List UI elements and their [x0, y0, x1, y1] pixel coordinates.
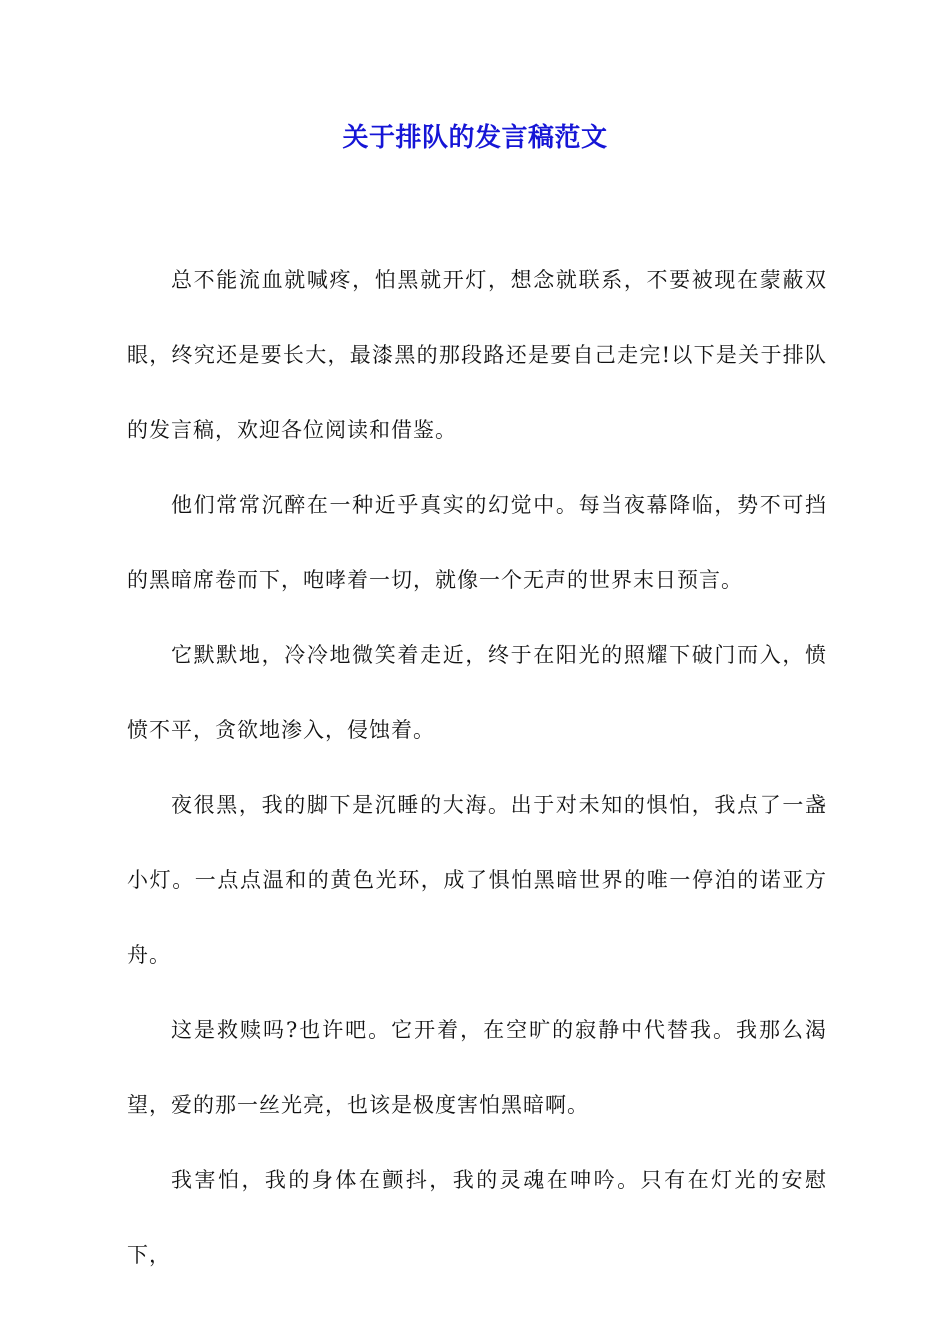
document-title: 关于排队的发言稿范文 — [342, 123, 608, 153]
paragraph-2: 他们常常沉醉在一种近乎真实的幻觉中。每当夜幕降临，势不可挡的黑暗席卷而下，咆哮着一切，就像一个无声的世界末日预言。 — [127, 493, 827, 592]
paragraph-5: 这是救赎吗?也许吧。它开着，在空旷的寂静中代替我。我那么渴望，爱的那一丝光亮，也该是极度害怕黑暗啊。 — [127, 1018, 827, 1117]
document-body — [127, 243, 827, 1293]
paragraph-3: 它默默地，冷冷地微笑着走近，终于在阳光的照耀下破门而入，愤愤不平，贪欲地渗入，侵蚀着。 — [127, 643, 827, 742]
paragraph-6: 我害怕，我的身体在颤抖，我的灵魂在呻吟。只有在灯光的安慰下， — [127, 1168, 827, 1267]
paragraph-4: 夜很黑，我的脚下是沉睡的大海。出于对未知的惧怕，我点了一盏小灯。一点点温和的黄色光环，成了惧怕黑暗世界的唯一停泊的诺亚方舟。 — [127, 793, 827, 967]
paragraph-1: 总不能流血就喊疼，怕黑就开灯，想念就联系，不要被现在蒙蔽双眼，终究还是要长大，最漆黑的那段路还是要自己走完!以下是关于排队的发言稿，欢迎各位阅读和借鉴。 — [127, 268, 827, 442]
